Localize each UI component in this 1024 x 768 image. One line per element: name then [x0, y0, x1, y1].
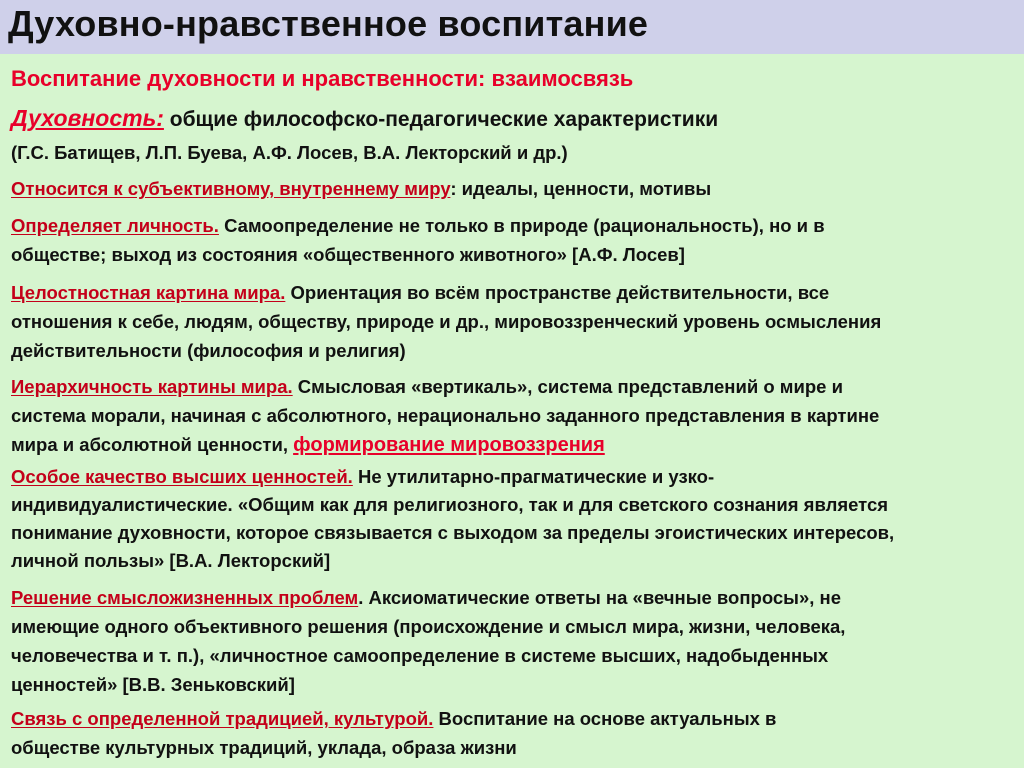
item-personality: [11, 215, 825, 237]
item-text-line: обществе культурных традиций, уклада, образа жизни: [11, 737, 517, 758]
item-heading: Определяет личность.: [11, 215, 219, 236]
item-heading: Относится к субъективному, внутреннему миру: [11, 178, 451, 199]
item-text: Самоопределение не только в природе (рациональность), но и в: [218, 215, 825, 236]
item-heading: Целостностная картина мира.: [11, 282, 286, 303]
item-heading: Связь с определенной традицией, культурой.: [11, 708, 434, 729]
subtitle: Воспитание духовности и нравственности: взаимосвязь: [11, 66, 634, 91]
item-heading: Особое качество высших ценностей.: [11, 466, 353, 487]
item-hierarchy: [11, 376, 843, 398]
item-tradition: [11, 708, 776, 730]
page-title: Духовно-нравственное воспитание: [8, 3, 649, 44]
item-text-line: обществе; выход из состояния «общественного животного» [А.Ф. Лосев]: [11, 244, 685, 265]
item-text-line: индивидуалистические. «Общим как для религиозного, так и для светского сознания является: [11, 494, 889, 515]
spirituality-text: общие философско-педагогические характеристики: [163, 108, 719, 131]
item-heading: Иерархичность картины мира.: [11, 376, 293, 397]
authors-line: (Г.С. Батищев, Л.П. Буева, А.Ф. Лосев, В.А. Лекторский и др.): [11, 142, 568, 163]
spirituality-line: [11, 105, 718, 133]
spirituality-lead: Духовность:: [11, 105, 164, 131]
item-highlight: формирование мировоззрения: [293, 434, 605, 456]
item-text: Ориентация во всём пространстве действительности, все: [285, 282, 830, 303]
item-text-line: имеющие одного объективного решения (происхождение и смысл мира, жизни, человека,: [11, 616, 846, 637]
item-text-line: система морали, начиная с абсолютного, нерационально заданного представления в картине: [11, 405, 880, 426]
item-text: Смысловая «вертикаль», система представлений о мире и: [292, 376, 843, 397]
item-text-line-with-tail: [11, 434, 605, 456]
item-higher-values: [11, 466, 714, 488]
item-life-meaning: [11, 587, 841, 609]
item-text-line: личной пользы» [В.А. Лекторский]: [11, 550, 331, 571]
item-subjective: [11, 178, 711, 200]
item-text: Воспитание на основе актуальных в: [433, 708, 777, 729]
item-text: мира и абсолютной ценности,: [11, 434, 294, 455]
item-text-line: понимание духовности, которое связывается с выходом за пределы эгоистических интересов,: [11, 522, 895, 543]
item-heading: Решение смысложизненных проблем: [11, 587, 359, 608]
item-text-line: отношения к себе, людям, обществу, природе и др., мировоззренческий уровень осмысления: [11, 311, 882, 332]
item-worldview-integrity: [11, 282, 829, 304]
item-text-line: действительности (философия и религия): [11, 340, 406, 361]
item-text: Не утилитарно-прагматические и узко-: [352, 466, 715, 487]
item-text: . Аксиоматические ответы на «вечные вопросы», не: [358, 587, 842, 608]
title-bar: [0, 0, 1024, 54]
item-text-line: ценностей» [В.В. Зеньковский]: [11, 674, 295, 695]
item-text: : идеалы, ценности, мотивы: [450, 178, 712, 199]
item-text-line: человечества и т. п.), «личностное самоопределение в системе высших, надобыденных: [11, 645, 829, 666]
